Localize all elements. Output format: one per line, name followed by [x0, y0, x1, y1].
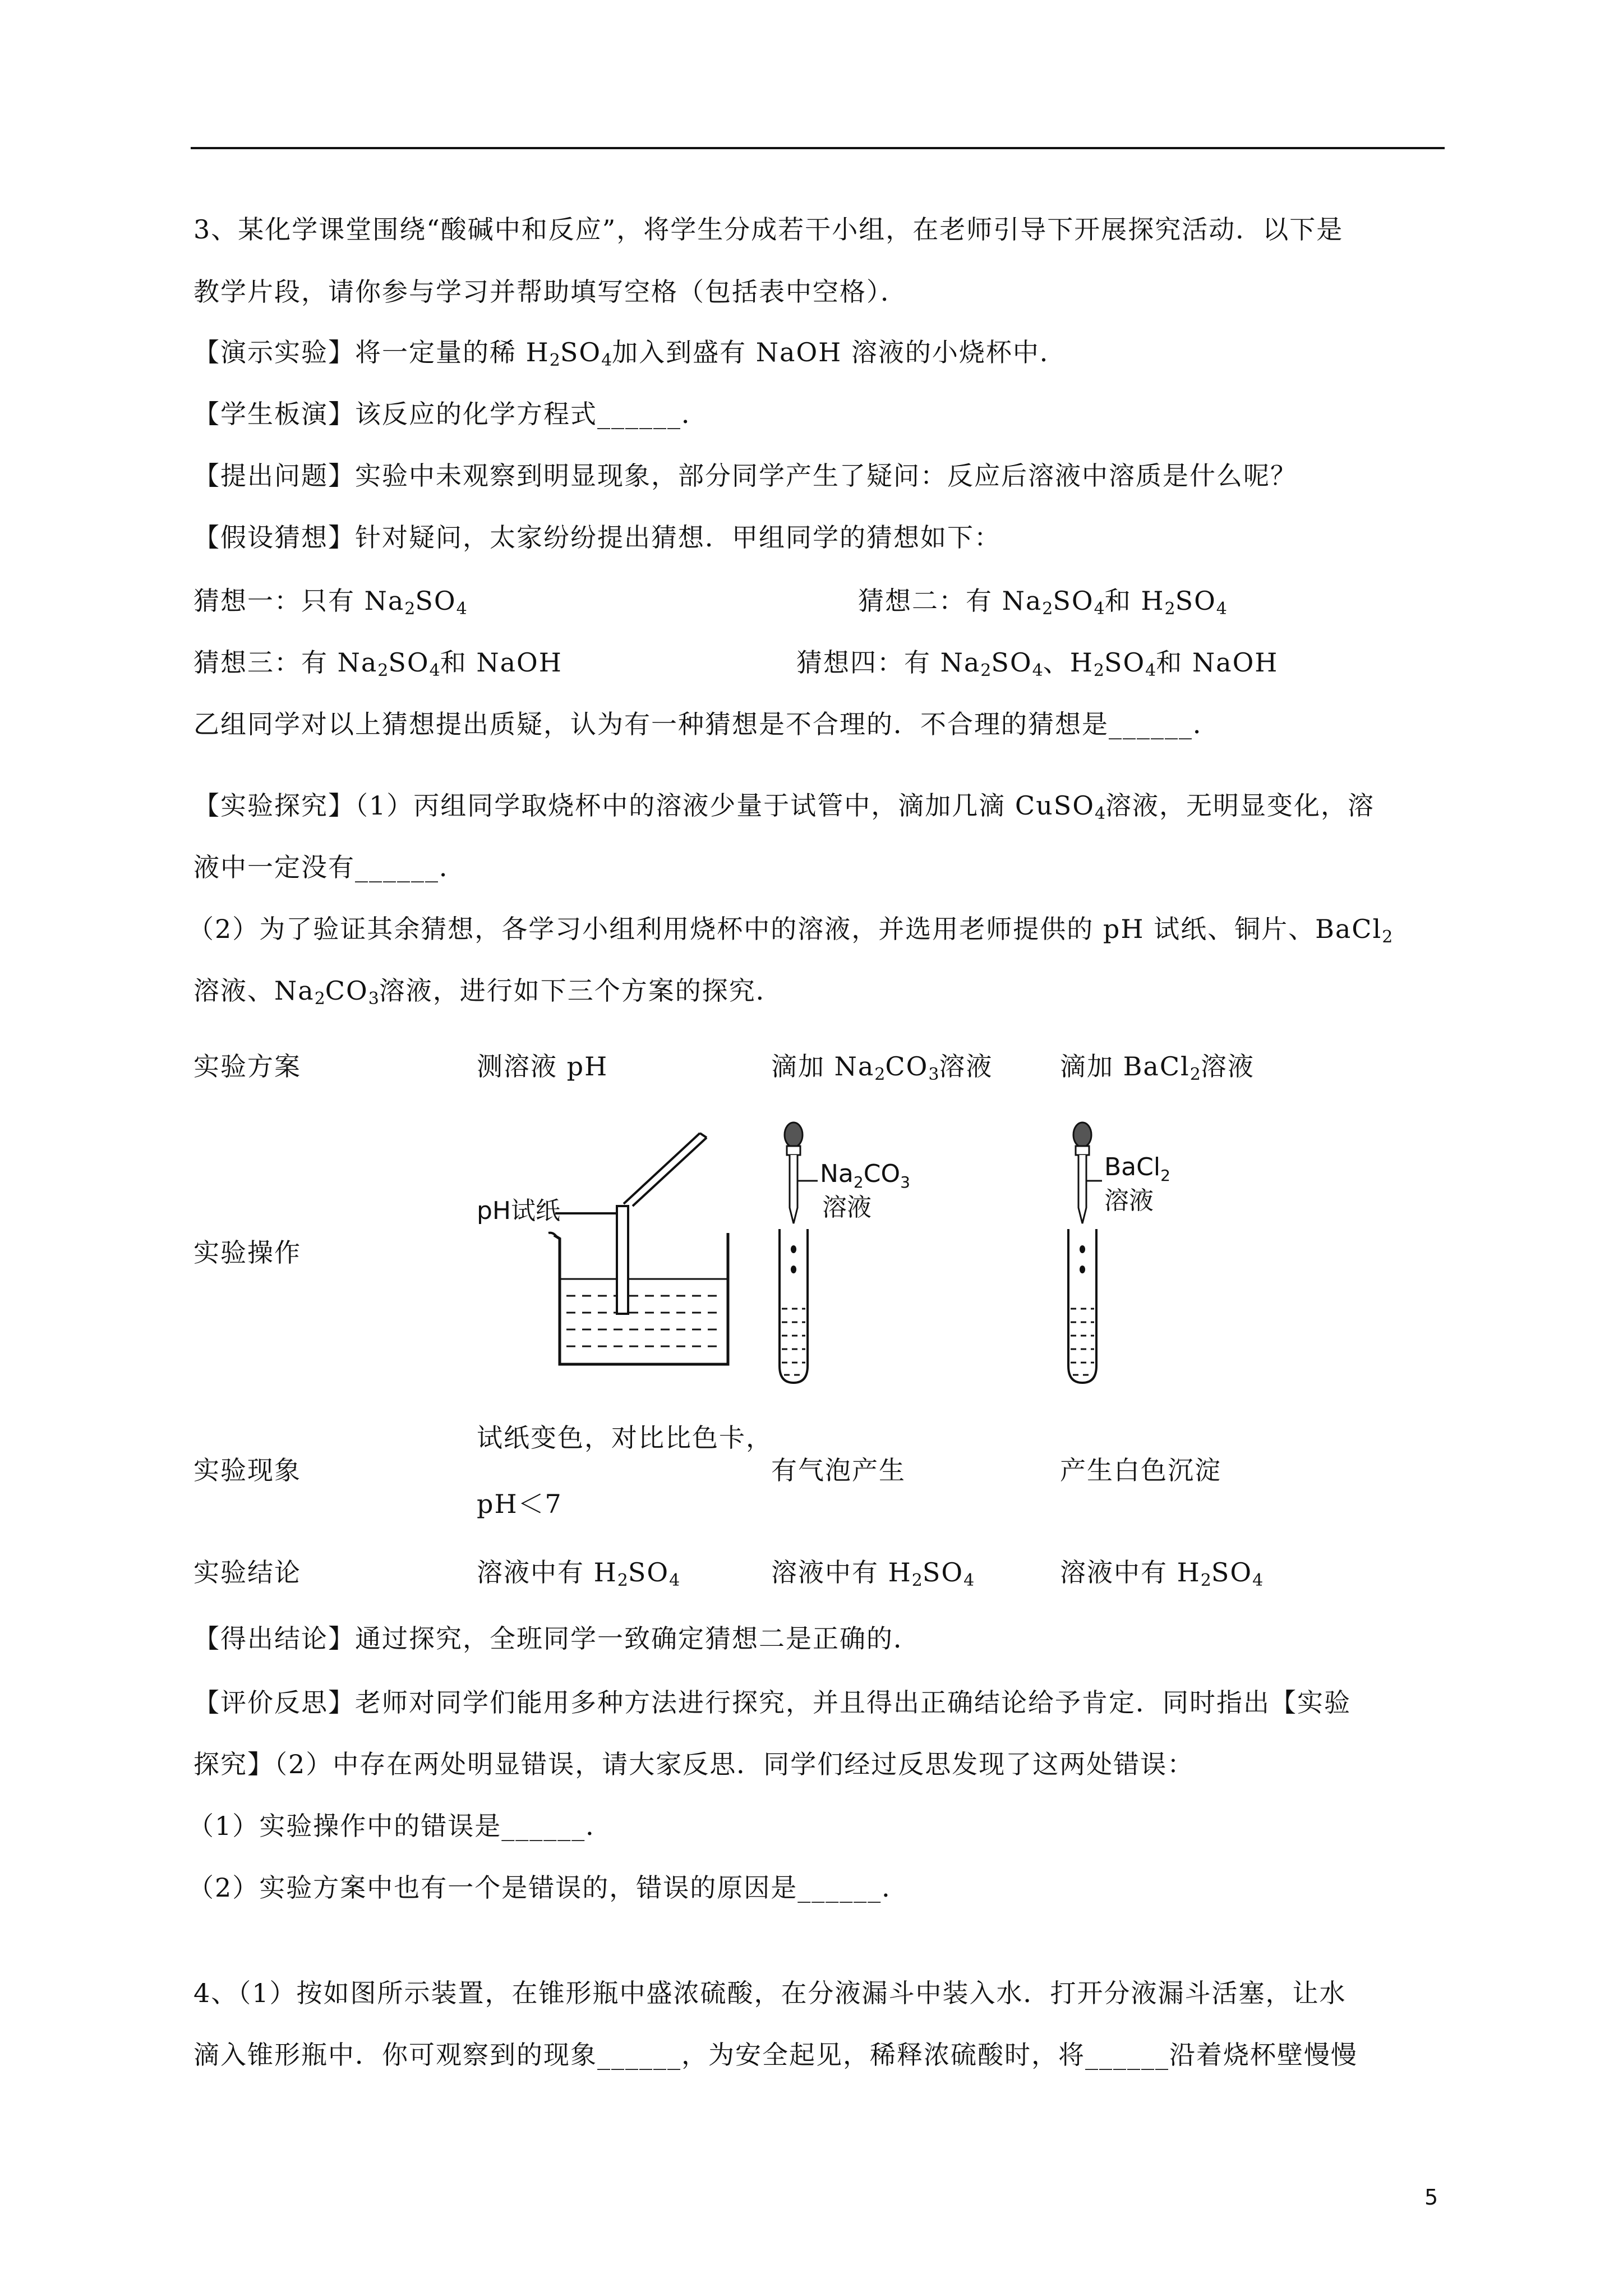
conclusion-ph: 溶液中有 $H_2SO_4$ — [477, 1557, 680, 1590]
q3-explore1-line2: 液中一定没有______． — [193, 852, 466, 882]
guess-2: 猜想二：有 $Na_2SO_4$和 $H_2SO_4$ — [858, 586, 1227, 619]
q3-doubt: 乙组同学对以上猜想提出质疑，认为有一种猜想是不合理的．不合理的猜想是______． — [193, 709, 1220, 739]
row-label-plan: 实验方案 — [193, 1051, 301, 1082]
row-label-conclusion: 实验结论 — [193, 1557, 301, 1588]
plan-bacl2: 滴加 BaCl$_2$溶液 — [1060, 1051, 1255, 1084]
q3-explore2-line1: （2）为了验证其余猜想，各学习小组利用烧杯中的溶液，并选用老师提供的 pH 试纸、铜片、BaCl$_2$ — [188, 914, 1393, 947]
conclusion-bacl2: 溶液中有 $H_2SO_4$ — [1060, 1557, 1264, 1590]
na2co3-dropper-figure — [763, 1119, 931, 1388]
plan-na2co3: 滴加 $Na_2CO_3$溶液 — [771, 1051, 993, 1084]
page-number: 5 — [1424, 2185, 1438, 2210]
q3-intro-line1: 3、某化学课堂围绕“酸碱中和反应”，将学生分成若干小组，在老师引导下开展探究活动．以下是 — [193, 214, 1344, 245]
q3-conclusion: 【得出结论】通过探究，全班同学一致确定猜想二是正确的． — [193, 1623, 920, 1654]
phenomenon-na2co3: 有气泡产生 — [771, 1455, 906, 1485]
ph-test-figure — [465, 1128, 735, 1374]
q3-board: 【学生板演】该反应的化学方程式______． — [193, 399, 708, 429]
row-label-phenomenon: 实验现象 — [193, 1455, 301, 1485]
na2co3-solution-label: 溶液 — [822, 1193, 872, 1222]
q3-demo: 【演示实验】将一定量的稀 $H_2SO_4$加入到盛有 NaOH 溶液的小烧杯中． — [193, 337, 1067, 370]
plan-ph: 测溶液 pH — [477, 1051, 608, 1082]
q3-reflect-line2: 探究】（2）中存在两处明显错误，请大家反思．同学们经过反思发现了这两处错误： — [193, 1749, 1195, 1779]
q4-line2: 滴入锥形瓶中．你可观察到的现象______，为安全起见，稀释浓硫酸时，将______沿着烧杯壁慢慢 — [193, 2040, 1358, 2070]
q3-error1: （1）实验操作中的错误是______． — [188, 1811, 613, 1841]
q3-explore1-line1: 【实验探究】（1）丙组同学取烧杯中的溶液少量于试管中，滴加几滴 CuSO$_4$溶液，无明显变化，溶 — [193, 790, 1375, 823]
conclusion-na2co3: 溶液中有 $H_2SO_4$ — [771, 1557, 975, 1590]
guess-1: 猜想一：只有 $Na_2SO_4$ — [193, 586, 467, 619]
ph-paper-label: pH试纸 — [477, 1197, 561, 1225]
q3-hypothesis: 【假设猜想】针对疑问，太家纷纷提出猜想．甲组同学的猜想如下： — [193, 522, 1001, 553]
bacl2-label: BaCl$_2$ — [1104, 1153, 1170, 1185]
q3-error2: （2）实验方案中也有一个是错误的，错误的原因是______． — [188, 1872, 909, 1903]
q3-intro-line2: 教学片段，请你参与学习并帮助填写空格（包括表中空格）． — [193, 277, 907, 307]
guess-4: 猜想四：有 $Na_2SO_4$、$H_2SO_4$和 NaOH — [796, 647, 1279, 680]
guess-3: 猜想三：有 $Na_2SO_4$和 NaOH — [193, 647, 562, 680]
phenomenon-ph-line1: 试纸变色，对比比色卡， — [477, 1423, 773, 1453]
q4-line1: 4、（1）按如图所示装置，在锥形瓶中盛浓硫酸，在分液漏斗中装入水．打开分液漏斗活塞，让水 — [193, 1978, 1347, 2008]
phenomenon-bacl2: 产生白色沉淀 — [1060, 1455, 1221, 1485]
q3-question: 【提出问题】实验中未观察到明显现象，部分同学产生了疑问：反应后溶液中溶质是什么呢？ — [193, 461, 1297, 491]
phenomenon-ph-line2: pH＜7 — [477, 1489, 562, 1519]
bacl2-dropper-figure — [1052, 1119, 1220, 1388]
q3-explore2-line2: 溶液、$Na_2CO_3$溶液，进行如下三个方案的探究． — [193, 976, 783, 1009]
row-label-operation: 实验操作 — [193, 1237, 301, 1268]
header-rule — [191, 147, 1445, 149]
bacl2-solution-label: 溶液 — [1104, 1186, 1154, 1215]
na2co3-label: $Na_2CO_3$ — [820, 1159, 910, 1191]
q3-reflect-line1: 【评价反思】老师对同学们能用多种方法进行探究，并且得出正确结论给予肯定．同时指出【实验 — [193, 1687, 1351, 1718]
